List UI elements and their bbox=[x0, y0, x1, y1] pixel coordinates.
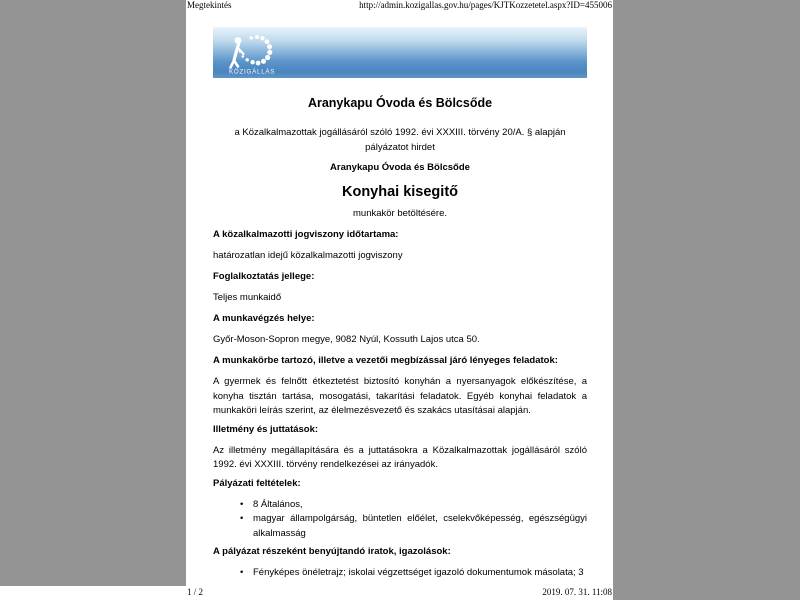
section-heading-feladatok: A munkakörbe tartozó, illetve a vezetői megbízással járó lényeges feladatok: bbox=[213, 355, 558, 366]
section-text-foglalkoztatas: Teljes munkaidő bbox=[213, 292, 282, 303]
requirements-list bbox=[213, 498, 587, 542]
section-heading-foglalkoztatas: Foglalkoztatás jellege: bbox=[213, 271, 315, 282]
section-text-jogviszony: határozatlan idejű közalkalmazotti jogviszony bbox=[213, 250, 403, 261]
kozigallas-banner bbox=[213, 27, 587, 78]
section-heading-illetmeny: Illetmény és juttatások: bbox=[213, 423, 319, 435]
section-text-munkavegzes-helye: Győr-Moson-Sopron megye, 9082 Nyúl, Kossuth Lajos utca 50. bbox=[213, 334, 480, 345]
print-header bbox=[187, 0, 612, 11]
document-page bbox=[186, 0, 613, 600]
position-suffix: munkakör betöltésére. bbox=[353, 207, 447, 219]
kozigallas-logo-label: KÖZIGÁLLÁS bbox=[229, 68, 276, 76]
print-header-url: http://admin.kozigallas.gov.hu/pages/KJTKozzetetel.aspx?ID=455006 bbox=[359, 0, 612, 10]
section-heading-benyujtando-iratok: A pályázat részeként benyújtandó iratok, igazolások: bbox=[213, 546, 451, 557]
section-text-illetmeny: Az illetmény megállapítására és a juttatásokra a Közalkalmazottak jogállásáról szóló 1992. évi XXXIII. törvény rendelkezései az irányadók. bbox=[213, 444, 587, 470]
preview-background-left bbox=[0, 0, 186, 586]
section-heading-munkavegzes-helye: A munkavégzés helye: bbox=[213, 313, 315, 324]
print-timestamp: 2019. 07. 31. 11:08 bbox=[542, 587, 612, 597]
page-indicator: 1 / 2 bbox=[187, 587, 204, 597]
section-heading-jogviszony: A közalkalmazotti jogviszony időtartama: bbox=[213, 229, 399, 240]
print-header-title: Megtekintés bbox=[187, 0, 232, 10]
section-heading-palyazati-feltetelek: Pályázati feltételek: bbox=[213, 477, 301, 489]
document-content bbox=[186, 95, 613, 581]
organization-title-repeat: Aranykapu Óvoda és Bölcsőde bbox=[330, 162, 470, 173]
bullet-item: • magyar állampolgárság, büntetlen előélet, cselekvőképesség, egészségügyi alkalmasság bbox=[253, 512, 587, 541]
bullet-item: • Fényképes önéletrajz; iskolai végzettséget igazoló dokumentumok másolata; 3 bbox=[253, 566, 587, 581]
kozigallas-logo-icon bbox=[222, 30, 284, 81]
preview-background-right bbox=[613, 0, 800, 600]
position-title: Konyhai kisegitő bbox=[341, 183, 459, 200]
legal-intro-text: a Közalkalmazottak jogállásáról szóló 1992. évi XXXIII. törvény 20/A. § alapján pályázatot hirdet bbox=[234, 127, 566, 153]
section-text-feladatok: A gyermek és felnőtt étkeztetést biztosító konyhán a nyersanyagok előkészítése, a konyha tisztán tartása, mosogatási, takarítási feladatok. Egyéb konyhai feladatok a munkaköri leírás szerint, az élelmezésvezető és szakács utasításai alapján. bbox=[213, 376, 587, 416]
documents-list bbox=[213, 566, 587, 581]
print-footer bbox=[187, 587, 612, 598]
organization-title: Aranykapu Óvoda és Bölcsőde bbox=[307, 96, 493, 110]
bullet-item: • 8 Általános, bbox=[253, 498, 587, 513]
